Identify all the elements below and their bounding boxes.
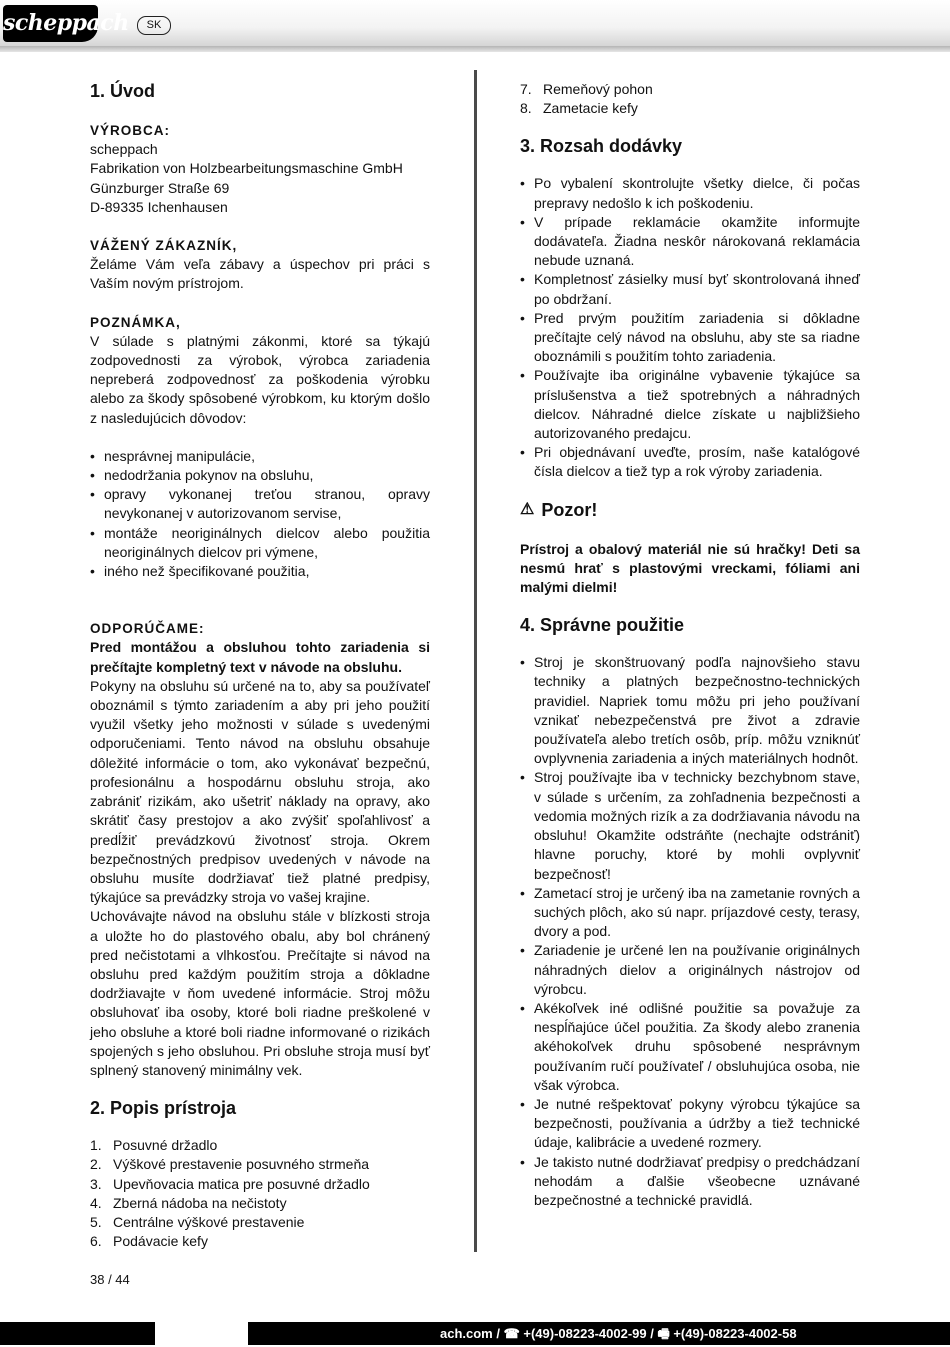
address-line: Fabrikation von Holzbearbeitungsmaschine GmbH	[90, 160, 403, 177]
list-item: • V prípade reklamácie okamžite informujte dodávateľa. Žiadna neskôr nárokovaná reklamácia nebude uznaná.	[520, 213, 860, 271]
customer-text: Želáme Vám veľa zábavy a úspechov pri práci s Vaším novým prístrojom.	[90, 256, 430, 292]
recommend-label: ODPORÚČAME:	[90, 621, 205, 637]
list-item: • Kompletnosť zásielky musí byť skontrolovaná ihneď po obdržaní.	[520, 270, 860, 308]
list-item: • montáže neoriginálnych dielcov alebo použitia neoriginálnych dielcov pri výmene,	[90, 524, 430, 562]
language-badge: SK	[137, 16, 171, 35]
delivery-list	[520, 174, 860, 481]
warning-text: Prístroj a obalový materiál nie sú hračky! Deti sa nesmú hrať s plastovými vreckami, fóliami ani malými dielmi!	[520, 540, 860, 596]
list-item: • Je nutné rešpektovať pokyny výrobcu týkajúce sa bezpečnosti, používania a údržby a tiež technické údaje, kalibrácie a uvedené rozmery.	[520, 1095, 860, 1153]
section-4-title: 4. Správne použitie	[520, 615, 685, 636]
intended-use-list	[520, 653, 860, 1210]
customer-label: VÁŽENÝ ZÁKAZNÍK,	[90, 238, 238, 254]
recommend-paragraph-2: Uchovávajte návod na obsluhu stále v blízkosti stroja a uložte ho do plastového obalu, aby bol chránený pred nečistotami a vlhkosťou. Prečítajte si návod na obsluhu pred každým použitím stroja a dôkladne dodržiavajte v ňom uvedené informácie. Stroj môžu obsluhovať iba osoby, ktoré boli riadne preškolené v jeho obsluhe a ktoré boli riadne informované o rizikách spojených s jeho obsluhou. Pri obsluhe stroja musí byť splnený stanovený minimálny vek.	[90, 908, 430, 1078]
list-item: 6. Podávacie kefy	[90, 1233, 208, 1250]
list-item: 1. Posuvné držadlo	[90, 1137, 218, 1154]
list-item: 5. Centrálne výškové prestavenie	[90, 1213, 305, 1230]
list-item: 4. Zberná nádoba na nečistoty	[90, 1194, 287, 1211]
warning-triangle-icon: ⚠	[520, 500, 535, 518]
list-item: • Je takisto nutné dodržiavať predpisy o predchádzaní nehodám a ďalšie všeobecne uznávané bezpečnostné a technické pravidlá.	[520, 1153, 860, 1211]
footer-gap	[155, 1322, 248, 1345]
recommend-bold: Pred montážou a obsluhou tohto zariadenia si prečítajte kompletný text v návode na obsluhu.	[90, 639, 430, 675]
list-item: • Zametací stroj je určený iba na zametanie rovných a suchých plôch, ako sú napr. príjazdové cesty, terasy, dvory a pod.	[520, 884, 860, 942]
list-item: 2. Výškové prestavenie posuvného strmeňa	[90, 1156, 370, 1173]
list-item: • nedodržania pokynov na obsluhu,	[90, 466, 430, 485]
list-item: • Pred prvým použitím zariadenia si dôkladne prečítajte celý návod na obsluhu, aby ste sa riadne oboznámili s použitím tohto zariadenia.	[520, 309, 860, 367]
list-item: • Pri objednávaní uveďte, prosím, naše katalógové čísla dielcov a tiež typ a rok výroby zariadenia.	[520, 443, 860, 481]
address-line: scheppach	[90, 141, 158, 158]
list-item: • Používajte iba originálne vybavenie týkajúce sa príslušenstva a tiež spotrebných a náhradných dielcov. Náhradné dielce získate u najbližšieho autorizovaného predajcu.	[520, 366, 860, 443]
list-item: 3. Upevňovacia matica pre posuvné držadlo	[90, 1175, 370, 1192]
manufacturer-address	[90, 140, 430, 217]
list-item: 7. Remeňový pohon	[520, 81, 653, 97]
list-item: • nesprávnej manipulácie,	[90, 447, 430, 466]
footer-contact: ach.com / ☎ +(49)-08223-4002-99 / 🖷 +(49)-08223-4002-58	[440, 1326, 797, 1341]
list-item: • Akékoľvek iné odlišné použitie sa považuje za nespĺňajúce účel použitia. Za škody alebo zranenia akéhokoľvek druhu spôsobené nesprávnym používaním ručí používateľ / obsluhujúca osoba, nie však výrobca.	[520, 999, 860, 1095]
right-column	[520, 80, 860, 1210]
header-shadow	[0, 46, 950, 52]
list-item: • Stroj používajte iba v technicky bezchybnom stave, v súlade s určením, za zohľadnenia bezpečnosti a vedomia možných rizík a za dodržiavania návodu na obsluhu! Okamžite odstráňte (nechajte odstrániť) hlavne poruchy, ktoré by mohli ovplyvniť bezpečnosť!	[520, 768, 860, 883]
recommend-paragraph-1: Pokyny na obsluhu sú určené na to, aby sa používateľ oboznámil s týmto zariadením a aby pri jeho použití využil všetky jeho možnosti v súlade s uvedenými odporučeniami. Tento návod na obsluhu obsahuje dôležité informácie o tom, ako vykonávať bezpečnú, profesionálnu a hospodárnu obsluhu stroja, ako zabrániť rizikám, ako ušetriť náklady na opravy, ako skrátiť časy prestojov a ako zvýšiť spoľahlivosť a predĺžiť prevádzkovú životnosť stroja. Okrem bezpečnostných predpisov uvedených v návode na obsluhu musíte dodržiavať tiež platné predpisy, týkajúce sa prevádzky stroja vo vašej krajine.	[90, 677, 430, 906]
manufacturer-label: VÝROBCA:	[90, 123, 171, 138]
list-item: • Zariadenie je určené len na používanie originálnych náhradných dielov a originálnych nástrojov od výrobcu.	[520, 941, 860, 999]
list-item: • iného než špecifikované použitia,	[90, 562, 430, 581]
list-item: • opravy vykonanej treťou stranou, opravy nevykonanej v autorizovanom servise,	[90, 485, 430, 523]
warning-title: Pozor!	[541, 499, 598, 520]
scheppach-logo: scheppach	[3, 5, 98, 42]
warning-heading	[520, 499, 860, 521]
left-column	[90, 80, 430, 1251]
section-2-title: 2. Popis prístroja	[90, 1098, 237, 1119]
note-list	[90, 447, 430, 581]
section-1-title: 1. Úvod	[90, 81, 156, 101]
list-item: • Stroj je skonštruovaný podľa najnovšieho stavu techniky a platných bezpečnostno-technických pravidiel. Napriek tomu môžu pri jeho používaní vznikať nebezpečenstvá pre život a zdravie používateľa alebo tretích osôb, príp. môžu vzniknúť ovplyvnenia zariadenia a iných materiálnych hodnôt.	[520, 653, 860, 768]
address-line: Günzburger Straße 69	[90, 179, 230, 196]
list-item: • Po vybalení skontrolujte všetky dielce, či počas prepravy nedošlo k ich poškodeniu.	[520, 174, 860, 212]
note-label: POZNÁMKA,	[90, 314, 181, 330]
parts-list	[90, 1136, 430, 1251]
page-number: 38 / 44	[90, 1272, 130, 1287]
address-line: D-89335 Ichenhausen	[90, 198, 228, 215]
column-divider	[474, 70, 477, 1252]
note-text: V súlade s platnými zákonmi, ktoré sa týkajú zodpovednosti za výrobok, výrobca zariadenia nepreberá zodpovednosť za poškodenia výrobku alebo za škody spôsobené výrobkom, ku ktorým došlo z nasledujúcich dôvodov:	[90, 332, 430, 426]
section-3-title: 3. Rozsah dodávky	[520, 136, 683, 157]
parts-list-continued	[520, 80, 860, 118]
list-item: 8. Zametacie kefy	[520, 100, 638, 117]
